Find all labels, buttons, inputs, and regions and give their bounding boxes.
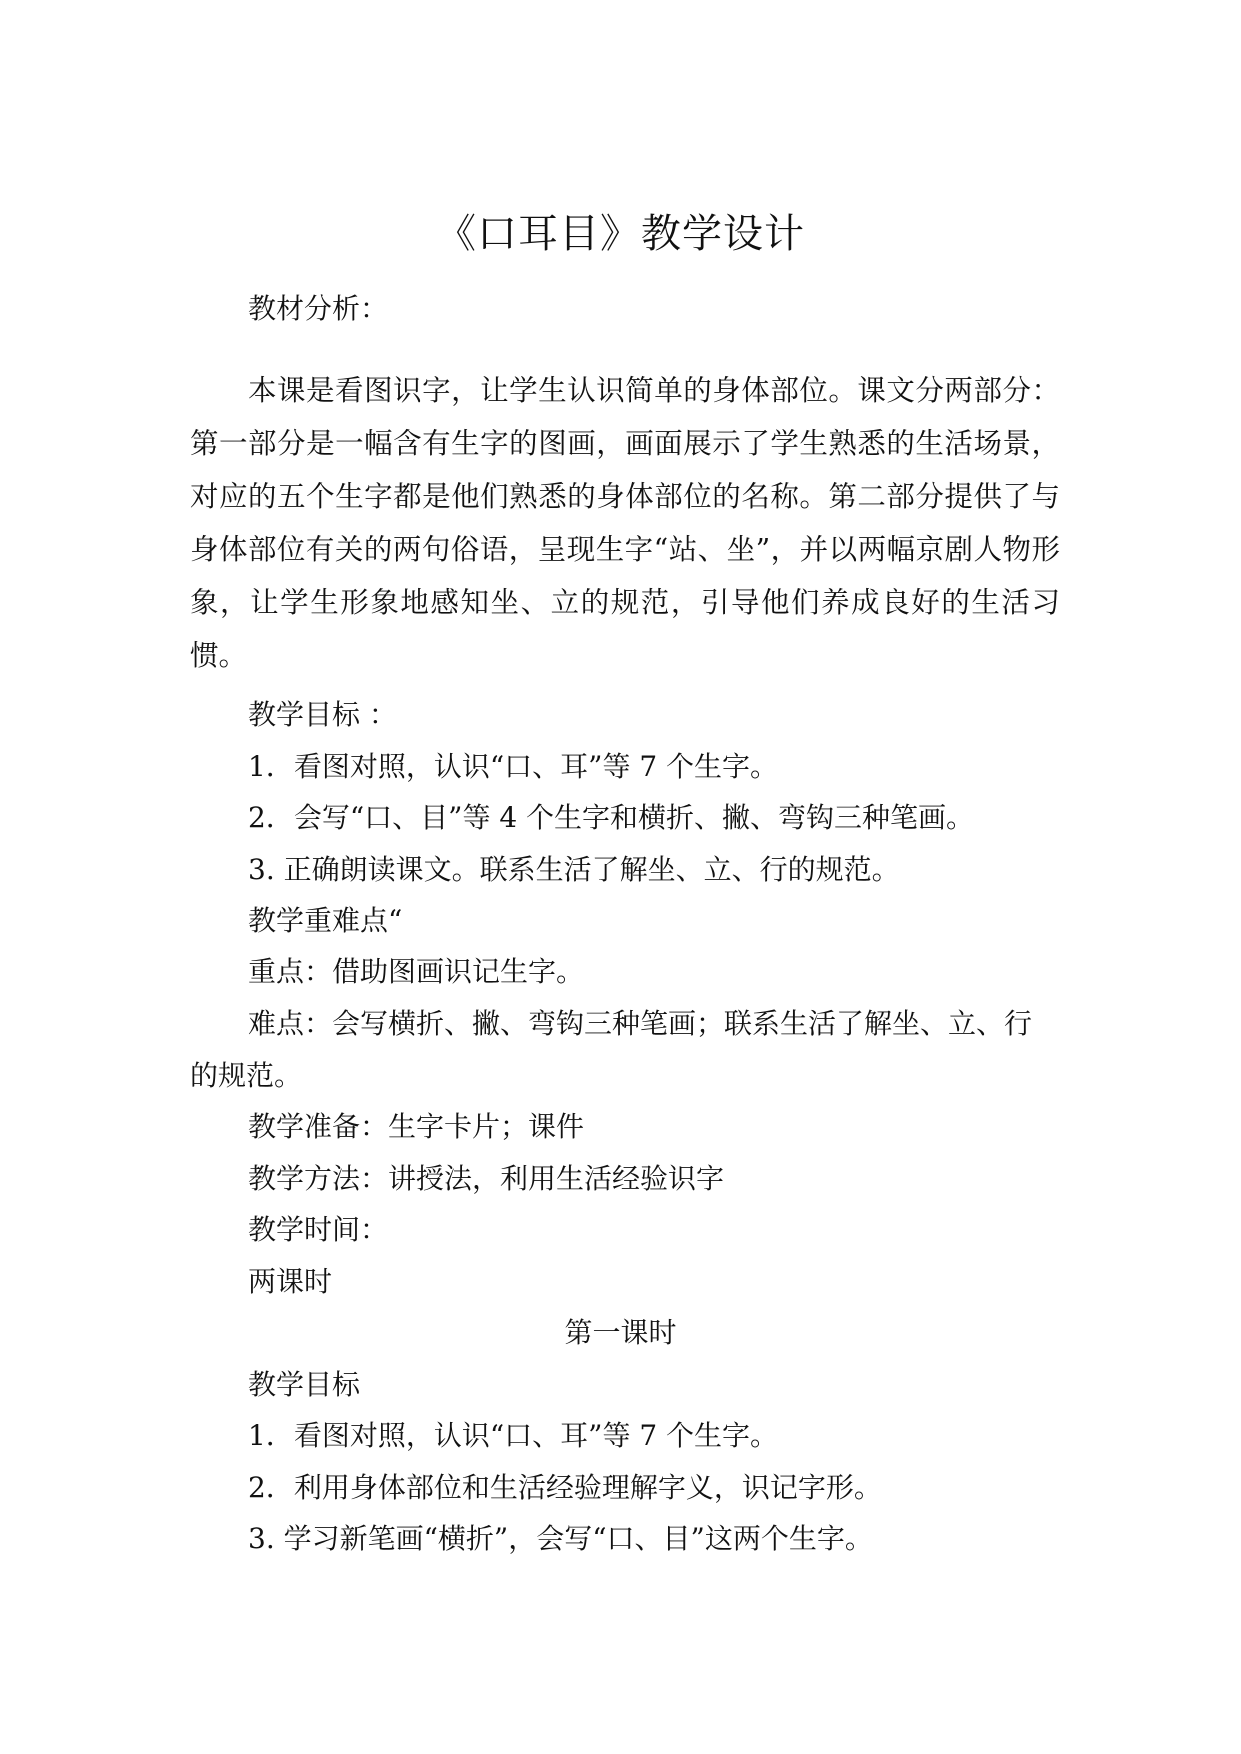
goal-item-2: 2．会写“口、目”等 4 个生字和横折、撇、弯钩三种笔画。 <box>248 801 975 834</box>
document-title: 《口耳目》教学设计 <box>436 211 805 257</box>
lesson1-goal-item-1: 1．看图对照，认识“口、耳”等 7 个生字。 <box>248 1419 779 1452</box>
goal-item-3: 3. 正确朗读课文。联系生活了解坐、立、行的规范。 <box>248 853 900 886</box>
lesson1-heading: 第一课时 <box>564 1316 677 1349</box>
preparation: 教学准备：生字卡片；课件 <box>248 1110 585 1143</box>
goal-item-1: 1．看图对照，认识“口、耳”等 7 个生字。 <box>248 750 779 783</box>
difficulty-line-1: 难点：会写横折、撇、弯钩三种笔画；联系生活了解坐、立、行 <box>248 1007 1033 1040</box>
lesson1-goal-item-2: 2．利用身体部位和生活经验理解字义，识记字形。 <box>248 1471 882 1504</box>
time-value: 两课时 <box>248 1265 333 1298</box>
key-point: 重点：借助图画识记生字。 <box>248 955 585 988</box>
method: 教学方法：讲授法，利用生活经验识字 <box>248 1162 725 1195</box>
time-heading: 教学时间： <box>248 1213 389 1246</box>
lesson1-goal-item-3: 3. 学习新笔画“横折”，会写“口、目”这两个生字。 <box>248 1522 873 1555</box>
difficulty-line-2: 的规范。 <box>190 1059 303 1092</box>
lesson1-goals-heading: 教学目标 <box>248 1368 361 1401</box>
key-heading: 教学重难点“ <box>248 904 403 937</box>
goals-heading: 教学目标 ： <box>248 698 397 731</box>
analysis-heading: 教材分析： <box>248 292 389 325</box>
analysis-body: 本课是看图识字，让学生认识简单的身体部位。课文分两部分：第一部分是一幅含有生字的图画，画面展示了学生熟悉的生活场景，对应的五个生字都是他们熟悉的身体部位的名称。第二部分提供了与身体部位有关的两句俗语，呈现生字“站、坐”，并以两幅京剧人物形象，让学生形象地感知坐、立的规范，引导他们养成良好的生活习惯。 <box>190 374 1060 672</box>
